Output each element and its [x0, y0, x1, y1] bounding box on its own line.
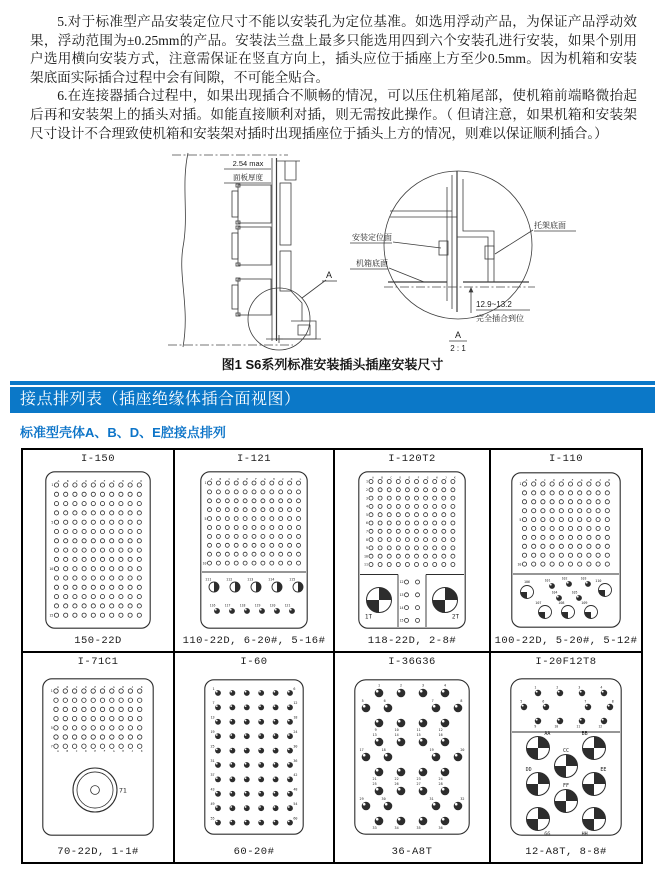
svg-text:F: F — [255, 477, 257, 482]
svg-text:2: 2 — [366, 488, 368, 493]
svg-text:G: G — [580, 478, 583, 483]
svg-text:D: D — [553, 478, 555, 483]
svg-text:20: 20 — [460, 748, 465, 753]
svg-text:F: F — [417, 475, 420, 480]
svg-text:31: 31 — [210, 758, 215, 763]
svg-text:5: 5 — [519, 517, 522, 522]
svg-text:1: 1 — [377, 683, 381, 688]
svg-text:15: 15 — [399, 618, 404, 623]
svg-text:5: 5 — [520, 699, 523, 704]
svg-text:25: 25 — [372, 782, 377, 787]
svg-text:110: 110 — [595, 579, 602, 584]
svg-text:31: 31 — [429, 797, 434, 802]
svg-text:19: 19 — [210, 730, 215, 735]
svg-text:C: C — [75, 684, 78, 689]
connector-title: I-110 — [548, 453, 583, 466]
svg-text:30: 30 — [293, 744, 298, 749]
connector-caption: 70-22D, 1-1# — [57, 846, 139, 859]
svg-text:K: K — [608, 478, 611, 483]
svg-text:7: 7 — [584, 699, 587, 704]
svg-text:A: A — [372, 475, 374, 480]
svg-text:A: A — [210, 477, 213, 482]
svg-text:L: L — [299, 477, 302, 482]
svg-text:121: 121 — [284, 603, 291, 608]
banner-stripe — [10, 381, 655, 385]
svg-text:7: 7 — [212, 701, 215, 706]
section-banner — [10, 381, 655, 413]
svg-text:E: E — [562, 478, 565, 483]
svg-text:K: K — [140, 684, 143, 689]
svg-text:D: D — [237, 477, 240, 482]
svg-text:BB: BB — [581, 731, 588, 738]
connector-cell-i120t2 — [335, 450, 491, 653]
svg-text:10: 10 — [364, 554, 368, 559]
svg-text:1T: 1T — [364, 613, 373, 621]
svg-text:H: H — [122, 749, 124, 754]
svg-text:6: 6 — [542, 699, 545, 704]
svg-text:43: 43 — [210, 787, 215, 792]
paragraph-5: 5.对于标准型产品安装定位尺寸不能以安装孔为定位基准。如选用浮动产品，为保证产品浮动效果，浮动范围为±0.25mm的产品。安装法兰盘上最多只能选用四到六个安装孔进行安装，如果个别用户选用横向安装方式，注意需保证在竖直方向上，插头应位于插座上方至少0.5mm。因为机箱和安装架底面实际插合过程中会有间隙，不可能全贴合。 — [30, 14, 637, 85]
svg-text:K: K — [140, 479, 143, 484]
svg-text:AA: AA — [544, 731, 551, 738]
svg-text:H: H — [122, 479, 124, 484]
connector-title: I-71C1 — [77, 656, 119, 669]
svg-text:10: 10 — [49, 567, 54, 572]
svg-text:117: 117 — [224, 603, 231, 608]
svg-text:102: 102 — [561, 576, 568, 581]
svg-text:36: 36 — [438, 826, 443, 831]
svg-text:9: 9 — [366, 546, 368, 551]
svg-text:103: 103 — [580, 576, 587, 581]
svg-text:24: 24 — [293, 730, 298, 735]
svg-text:K: K — [454, 475, 456, 480]
svg-text:H: H — [272, 477, 275, 482]
connector-caption: 118-22D, 2-8# — [367, 635, 457, 648]
svg-text:CC: CC — [562, 748, 570, 755]
connector-face-i71c1 — [42, 678, 154, 836]
svg-text:10: 10 — [554, 724, 559, 729]
connector-caption: 60-20# — [233, 846, 275, 859]
svg-text:15: 15 — [49, 613, 54, 618]
svg-text:E: E — [246, 477, 248, 482]
svg-text:E: E — [94, 479, 97, 484]
svg-text:25: 25 — [210, 744, 215, 749]
svg-text:106: 106 — [523, 580, 531, 585]
svg-text:13: 13 — [372, 733, 377, 738]
svg-text:32: 32 — [460, 797, 465, 802]
svg-text:H: H — [122, 684, 124, 689]
mount-surface-label: 安装定位面 — [352, 233, 392, 243]
svg-text:A: A — [57, 749, 59, 754]
svg-text:1: 1 — [534, 685, 537, 690]
svg-text:120: 120 — [269, 603, 276, 608]
svg-text:H: H — [590, 478, 592, 483]
svg-text:10: 10 — [394, 728, 399, 733]
svg-text:DD: DD — [525, 767, 532, 774]
svg-text:8: 8 — [366, 537, 368, 542]
svg-text:116: 116 — [209, 603, 216, 608]
svg-text:F: F — [571, 478, 574, 483]
svg-text:5: 5 — [204, 516, 207, 521]
svg-text:4: 4 — [443, 683, 447, 688]
svg-text:10: 10 — [202, 561, 207, 566]
figure-caption: 图1 S6系列标准安装插头插座安装尺寸 — [221, 357, 444, 373]
svg-text:C: C — [544, 478, 546, 483]
svg-text:C: C — [228, 477, 231, 482]
svg-text:24: 24 — [438, 777, 443, 782]
svg-text:6: 6 — [293, 686, 296, 691]
svg-text:8: 8 — [611, 699, 614, 704]
svg-text:115: 115 — [289, 577, 296, 582]
fully-mated-label: 完全插合到位 — [476, 314, 524, 324]
svg-text:28: 28 — [438, 782, 443, 787]
svg-text:G: G — [112, 479, 115, 484]
svg-text:J: J — [444, 475, 447, 480]
connector-caption: 36-A8T — [391, 846, 433, 859]
svg-text:D: D — [399, 475, 402, 480]
svg-text:33: 33 — [372, 826, 377, 831]
connector-title: I-36G36 — [388, 656, 436, 669]
svg-text:19: 19 — [429, 748, 434, 753]
svg-text:9: 9 — [374, 728, 377, 733]
svg-text:11: 11 — [576, 724, 581, 729]
connector-cell-i36g36 — [335, 653, 491, 862]
svg-text:112: 112 — [226, 577, 233, 582]
svg-text:8: 8 — [460, 699, 463, 704]
svg-text:H: H — [435, 475, 438, 480]
connector-caption: 150-22D — [74, 635, 122, 648]
svg-text:D: D — [85, 479, 87, 484]
connector-title: I-121 — [236, 453, 271, 466]
svg-text:7: 7 — [431, 699, 434, 704]
connector-cell-i121 — [175, 450, 335, 653]
connector-title: I-120T2 — [388, 453, 436, 466]
svg-text:B: B — [219, 477, 222, 482]
svg-text:36: 36 — [293, 758, 298, 763]
chassis-outline — [182, 153, 188, 347]
svg-text:37: 37 — [210, 773, 215, 778]
svg-text:14: 14 — [394, 733, 399, 738]
svg-text:E: E — [408, 475, 411, 480]
connector-cell-i20f12t8 — [491, 653, 641, 862]
svg-text:14: 14 — [399, 605, 404, 610]
svg-text:9: 9 — [534, 724, 537, 729]
svg-text:42: 42 — [293, 773, 298, 778]
svg-text:48: 48 — [293, 787, 298, 792]
svg-text:21: 21 — [372, 777, 377, 782]
svg-text:23: 23 — [416, 777, 421, 782]
svg-text:5: 5 — [51, 520, 54, 525]
svg-text:13: 13 — [399, 593, 404, 598]
svg-text:107: 107 — [535, 601, 542, 606]
svg-text:F: F — [103, 684, 106, 689]
svg-text:54: 54 — [293, 802, 298, 807]
connector-title: I-20F12T8 — [535, 656, 597, 669]
svg-text:16: 16 — [438, 733, 443, 738]
svg-text:1: 1 — [51, 483, 54, 488]
section-subtitle: 标准型壳体A、B、D、E腔接点排列 — [20, 425, 226, 441]
figure-1 — [0, 149, 665, 373]
connector-caption: 12-A8T, 8-8# — [525, 846, 607, 859]
svg-text:B: B — [66, 749, 69, 754]
connector-title: I-150 — [80, 453, 115, 466]
svg-text:3: 3 — [421, 683, 425, 688]
svg-text:113: 113 — [247, 577, 254, 582]
bracket-bottom-label: 托架底面 — [534, 221, 566, 231]
connector-face-i20f12t8 — [510, 678, 622, 836]
svg-text:1: 1 — [519, 482, 522, 487]
svg-text:2: 2 — [556, 685, 559, 690]
svg-text:108: 108 — [558, 601, 565, 606]
svg-text:13: 13 — [210, 715, 215, 720]
svg-text:109: 109 — [581, 601, 588, 606]
svg-text:30: 30 — [381, 797, 386, 802]
svg-text:55: 55 — [210, 816, 215, 821]
panel-thickness-label: 面板厚度 — [233, 173, 263, 183]
chassis-bottom-label: 机箱底面 — [356, 259, 388, 269]
svg-text:5: 5 — [361, 699, 364, 704]
connector-cell-i150 — [23, 450, 175, 653]
svg-text:6: 6 — [383, 699, 386, 704]
svg-text:C: C — [76, 479, 78, 484]
svg-text:119: 119 — [254, 603, 261, 608]
banner-title: 接点排列表（插座绝缘体插合面视图） — [10, 387, 655, 413]
svg-text:1: 1 — [212, 686, 215, 691]
svg-text:G: G — [426, 475, 429, 480]
svg-text:71: 71 — [119, 786, 127, 795]
svg-text:J: J — [131, 479, 133, 484]
body-text — [0, 0, 665, 143]
svg-text:34: 34 — [394, 826, 399, 831]
svg-text:12: 12 — [293, 701, 298, 706]
svg-text:K: K — [140, 749, 143, 754]
svg-text:C: C — [75, 749, 78, 754]
svg-text:1: 1 — [204, 481, 207, 486]
svg-text:111: 111 — [205, 577, 212, 582]
svg-text:C: C — [390, 475, 393, 480]
svg-text:2: 2 — [399, 683, 403, 688]
svg-text:D: D — [85, 749, 87, 754]
svg-text:A: A — [57, 479, 60, 484]
figure-1-drawing — [138, 149, 578, 353]
svg-text:B: B — [66, 479, 69, 484]
paragraph-6: 6.在连接器插合过程中，如果出现插合不顺畅的情况，可以压住机箱尾部，使机箱前端略微抬起后再和安装架上的插头对插。如能直接顺利对插，则无需按此操作。（ 但请注意，如果机箱和安装架尺寸设计不合理致使机箱和安装架对插时出现插座位于插头上方的情况，则难以保证顺利插合。） — [30, 88, 637, 141]
svg-text:A: A — [57, 684, 59, 689]
svg-text:15: 15 — [416, 733, 421, 738]
connector-face-i120t2 — [358, 471, 466, 629]
svg-text:11: 11 — [364, 562, 368, 567]
svg-text:EE: EE — [600, 767, 607, 774]
connector-caption: 100-22D, 5-20#, 5-12# — [494, 635, 638, 648]
connector-caption: 110-22D, 6-20#, 5-16# — [182, 635, 326, 648]
svg-text:5: 5 — [366, 513, 368, 518]
section-scale-label: 2 : 1 — [450, 344, 466, 354]
svg-text:114: 114 — [268, 577, 275, 582]
svg-text:22: 22 — [394, 777, 399, 782]
svg-text:49: 49 — [210, 802, 215, 807]
svg-text:12: 12 — [438, 728, 443, 733]
svg-text:3: 3 — [578, 685, 581, 690]
svg-text:A: A — [525, 478, 528, 483]
svg-text:J: J — [599, 478, 601, 483]
svg-text:35: 35 — [416, 826, 421, 831]
dim-2-54-label: 2.54 max — [232, 159, 264, 169]
connector-face-i110 — [511, 472, 621, 628]
connector-cell-i60 — [175, 653, 335, 862]
connector-cell-i71c1 — [23, 653, 175, 862]
svg-text:J: J — [281, 477, 284, 482]
svg-text:HH: HH — [581, 831, 588, 837]
svg-text:17: 17 — [359, 748, 364, 753]
svg-text:K: K — [290, 477, 293, 482]
svg-text:26: 26 — [394, 782, 399, 787]
contact-arrangement-table — [21, 448, 643, 864]
svg-text:18: 18 — [293, 715, 298, 720]
svg-text:2T: 2T — [451, 613, 460, 621]
svg-text:B: B — [381, 475, 383, 480]
connector-face-i150 — [45, 471, 151, 629]
svg-text:29: 29 — [359, 797, 364, 802]
svg-text:E: E — [94, 749, 97, 754]
svg-text:4: 4 — [600, 685, 603, 690]
svg-text:11: 11 — [416, 728, 421, 733]
connector-face-i36g36 — [354, 679, 470, 835]
svg-text:1: 1 — [50, 689, 53, 694]
svg-text:D: D — [85, 684, 87, 689]
svg-text:60: 60 — [293, 816, 298, 821]
svg-text:12: 12 — [598, 724, 603, 729]
svg-text:3: 3 — [366, 496, 368, 501]
svg-text:7: 7 — [50, 744, 53, 749]
svg-text:12: 12 — [399, 580, 404, 585]
svg-text:5: 5 — [50, 726, 53, 731]
svg-text:G: G — [112, 749, 115, 754]
connector-face-i60 — [204, 679, 304, 835]
svg-text:18: 18 — [381, 748, 386, 753]
svg-text:7: 7 — [366, 529, 368, 534]
svg-text:4: 4 — [366, 504, 368, 509]
svg-text:G: G — [264, 477, 266, 482]
svg-text:B: B — [534, 478, 537, 483]
svg-text:GG: GG — [544, 831, 551, 837]
svg-text:105: 105 — [571, 590, 578, 595]
svg-text:6: 6 — [366, 521, 368, 526]
mating-dim-label: 12.9~13.2 — [476, 300, 512, 310]
svg-text:1: 1 — [366, 479, 368, 484]
svg-text:G: G — [112, 684, 115, 689]
svg-text:27: 27 — [416, 782, 421, 787]
svg-text:F: F — [103, 479, 106, 484]
svg-text:118: 118 — [239, 603, 246, 608]
svg-text:E: E — [94, 684, 97, 689]
svg-text:J: J — [131, 684, 134, 689]
svg-text:104: 104 — [551, 590, 558, 595]
svg-text:10: 10 — [517, 562, 522, 567]
connector-cell-i110 — [491, 450, 641, 653]
svg-text:F: F — [103, 749, 106, 754]
connector-title: I-60 — [240, 656, 268, 669]
svg-text:J: J — [131, 749, 134, 754]
detail-a-label: A — [325, 270, 333, 281]
svg-text:101: 101 — [544, 578, 551, 583]
svg-text:FF: FF — [562, 783, 570, 790]
connector-face-i121 — [200, 471, 308, 629]
section-a-label: A — [454, 330, 462, 341]
svg-text:B: B — [66, 684, 69, 689]
